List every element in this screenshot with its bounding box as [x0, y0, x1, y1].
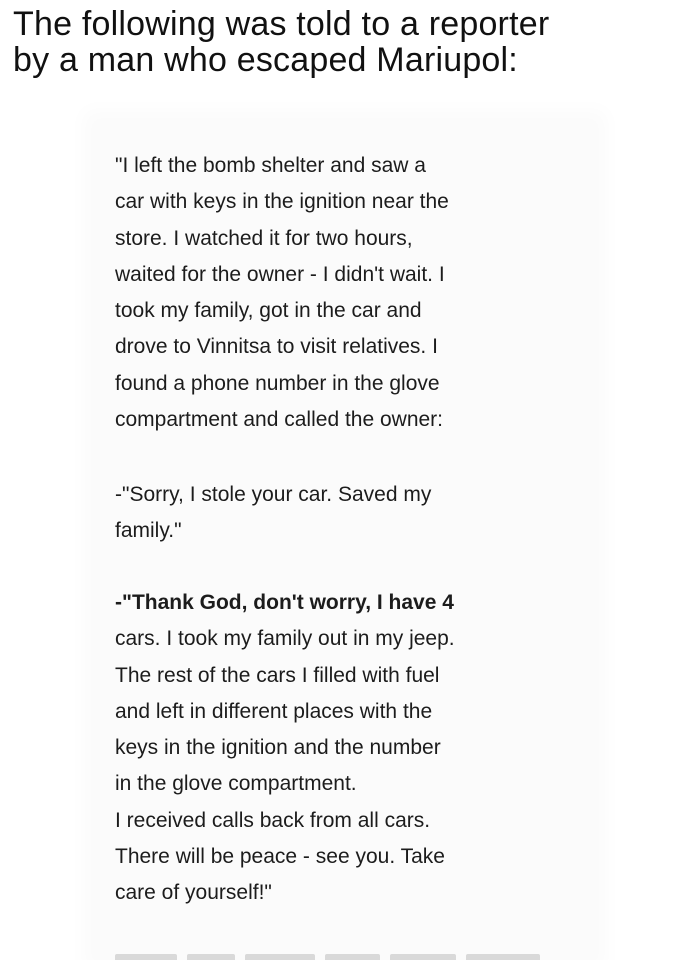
post-headline — [13, 4, 673, 80]
cropped-word-shape — [390, 954, 456, 960]
quote-line: took my family, got in the car and — [115, 299, 422, 323]
quote-line: keys in the ignition and the number — [115, 736, 441, 760]
cropped-word-shape — [466, 954, 540, 960]
quote-line: and left in different places with the — [115, 699, 433, 723]
quote-paragraph-story — [115, 148, 585, 438]
quote-line: cars. I took my family out in my jeep. — [115, 627, 455, 651]
quote-line: -"Thank God, don't worry, I have 4 — [115, 591, 454, 614]
cropped-word-shape — [325, 954, 380, 960]
quote-line: store. I watched it for two hours, — [115, 226, 413, 250]
headline-line: The following was told to a reporter — [13, 5, 550, 43]
quote-line: compartment and called the owner: — [115, 408, 444, 432]
quote-line: waited for the owner - I didn't wait. I — [115, 262, 445, 286]
quote-line: -"Sorry, I stole your car. Saved my — [115, 483, 432, 506]
quote-line: The rest of the cars I filled with fuel — [115, 663, 440, 687]
quote-paragraph-apology — [115, 477, 585, 550]
quote-line: found a phone number in the glove — [115, 371, 440, 395]
headline-line: by a man who escaped Mariupol: — [13, 41, 518, 80]
quote-paragraph-reply — [115, 585, 585, 912]
cropped-text-line — [115, 946, 555, 960]
quote-line: in the glove compartment. — [115, 772, 357, 796]
cropped-word-shape — [115, 954, 177, 960]
cropped-word-shape — [245, 954, 315, 960]
quote-line: I received calls back from all cars. — [115, 808, 431, 832]
quote-line: "I left the bomb shelter and saw a — [115, 154, 426, 177]
quote-line: There will be peace - see you. Take — [115, 845, 445, 869]
cropped-word-shape — [187, 954, 235, 960]
quote-line: care of yourself!" — [115, 881, 272, 905]
quote-line: car with keys in the ignition near the — [115, 190, 449, 214]
quote-line: drove to Vinnitsa to visit relatives. I — [115, 335, 438, 359]
quote-line: family." — [115, 519, 182, 543]
